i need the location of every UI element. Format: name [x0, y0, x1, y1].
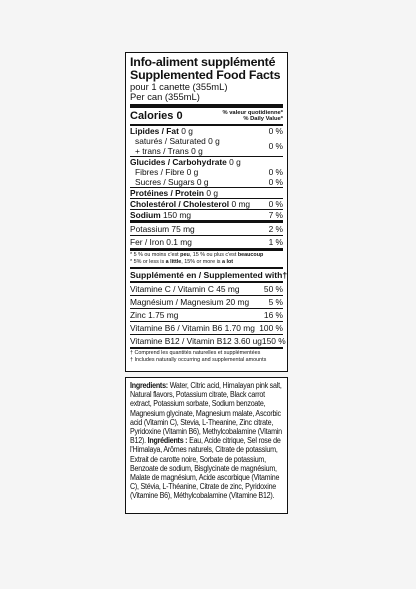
- sugars-row: [130, 177, 283, 187]
- vitamin-row: [130, 296, 283, 308]
- vitamin-row: [130, 322, 283, 334]
- protein-label: Protéines / Protein: [130, 188, 204, 198]
- ingredients-label-english: Ingredients:: [130, 381, 168, 390]
- serving-size-french: pour 1 canette (355mL): [130, 81, 228, 92]
- serving-size-english: Per can (355mL): [130, 91, 200, 102]
- title-english: Supplemented Food Facts: [130, 68, 281, 82]
- vitamin-b12-percent: 150 %: [261, 336, 286, 346]
- footnote-en-part1: * 5% or less is: [130, 259, 166, 265]
- zinc-label: Zinc 1.75 mg: [130, 310, 179, 320]
- daily-value-header: [222, 110, 283, 123]
- sugars-percent: 0 %: [268, 177, 283, 187]
- potassium-percent: 2 %: [268, 224, 283, 234]
- ingredients-list-english: Water, Citric acid, Himalayan pink salt, Natural flavors, Potassium citrate, Black carrot extract, Potassium sorbate, Sodium benzoate, Magnesium glycinate, Magnesium malate, Ascorbic acid (Vitamin C), Stevia, L-Theanine, Zinc citrate, Pyridoxine (Vitamin B6), Methylcobalamine (Vitamin B12).: [130, 381, 282, 446]
- saturated-trans-percent: 0 %: [268, 141, 283, 151]
- fat-row: [130, 126, 283, 136]
- saturated-trans-group: [130, 136, 283, 156]
- carbohydrate-row: [130, 157, 283, 167]
- daily-value-header-french: % valeur quotidienne*: [222, 110, 283, 116]
- supplemented-header: Supplémenté en / Supplemented with†: [130, 270, 288, 280]
- protein-amount: 0 g: [206, 188, 218, 198]
- carbohydrate-amount: 0 g: [229, 157, 241, 167]
- vitamin-b12-label: Vitamine B12 / Vitamin B12 3.60 ug: [130, 336, 262, 346]
- ingredients-label-french: Ingrédients :: [147, 436, 188, 446]
- potassium-row: [130, 223, 283, 235]
- footnote-en-part2: , 15% or more is: [181, 259, 222, 265]
- fibre-percent: 0 %: [268, 167, 283, 177]
- supplemented-footnote: [130, 349, 283, 363]
- divider-thick: [130, 104, 283, 108]
- footnote-fr-little: peu: [180, 252, 190, 258]
- sodium-row: [130, 210, 283, 220]
- nutrition-facts-panel: [125, 52, 288, 372]
- sugars-line: Sucres / Sugars 0 g: [135, 177, 209, 187]
- fat-label: Lipides / Fat: [130, 126, 179, 136]
- supplemented-footnote-french: † Comprend les quantités naturelles et supplémentées: [130, 350, 261, 356]
- saturated-fat-line: saturés / Saturated 0 g: [135, 136, 220, 146]
- iron-row: [130, 236, 283, 248]
- vitamin-b6-label: Vitamine B6 / Vitamin B6 1.70 mg: [130, 323, 255, 333]
- zinc-percent: 16 %: [263, 310, 283, 320]
- cholesterol-amount: 0 mg: [231, 199, 251, 209]
- fibre-row: [130, 167, 283, 177]
- cholesterol-label: Cholestérol / Cholesterol: [130, 199, 230, 209]
- cholesterol-percent: 0 %: [268, 199, 283, 209]
- ingredients-panel: [125, 377, 288, 514]
- vitamin-c-label: Vitamine C / Vitamin C 45 mg: [130, 284, 240, 294]
- vitamin-row: [130, 283, 283, 295]
- magnesium-percent: 5 %: [268, 297, 283, 307]
- calories-row: [130, 109, 283, 124]
- vitamin-list: [130, 283, 286, 347]
- supplemented-footnote-english: † Includes naturally occurring and supplemental amounts: [130, 356, 267, 363]
- iron-label: Fer / Iron 0.1 mg: [130, 237, 192, 247]
- potassium-label: Potassium 75 mg: [130, 224, 195, 234]
- daily-value-footnote: [130, 251, 283, 267]
- calories-label: Calories 0: [130, 110, 183, 122]
- footnote-fr-lot: beaucoup: [237, 252, 264, 258]
- ingredients-text: [130, 381, 283, 501]
- carbohydrate-label: Glucides / Carbohydrate: [130, 157, 227, 167]
- vitamin-c-percent: 50 %: [263, 284, 283, 294]
- ingredients-list-french: Eau, Acide citrique, Sel rose de l'Himalaya, Arômes naturels, Citrate de potassium, Extrait de carotte noire, Sorbate de potassium, Benzoate de sodium, Bisglycinate de magnésium, Malate de magnésium, Acide ascorbique (Vitamine C), Stévia, L-Théanine, Citrate de zinc, Pyridoxine (Vitamine B6), Méthylcobalamine (Vitamine B12).: [130, 436, 281, 501]
- fibre-line: Fibres / Fibre 0 g: [135, 167, 199, 177]
- footnote-fr-part1: * 5 % ou moins c'est: [130, 252, 181, 258]
- fat-percent: 0 %: [268, 126, 283, 136]
- footnote-en-little: a little: [165, 259, 182, 265]
- protein-row: [130, 188, 283, 198]
- cholesterol-row: [130, 199, 283, 209]
- vitamin-row: [130, 335, 286, 347]
- daily-value-header-english: % Daily Value*: [243, 116, 283, 123]
- footnote-fr-part2: , 15 % ou plus c'est: [189, 252, 238, 258]
- magnesium-label: Magnésium / Magnesium 20 mg: [130, 297, 250, 307]
- iron-percent: 1 %: [268, 237, 283, 247]
- sodium-percent: 7 %: [268, 210, 283, 220]
- fat-amount: 0 g: [181, 126, 193, 136]
- sodium-amount: 150 mg: [163, 210, 191, 220]
- vitamin-row: [130, 309, 283, 321]
- trans-fat-line: + trans / Trans 0 g: [135, 146, 203, 156]
- title-french: Info-aliment supplémenté: [130, 55, 276, 69]
- sodium-label: Sodium: [130, 210, 161, 220]
- vitamin-b6-percent: 100 %: [259, 323, 283, 333]
- footnote-en-lot: a lot: [221, 259, 234, 265]
